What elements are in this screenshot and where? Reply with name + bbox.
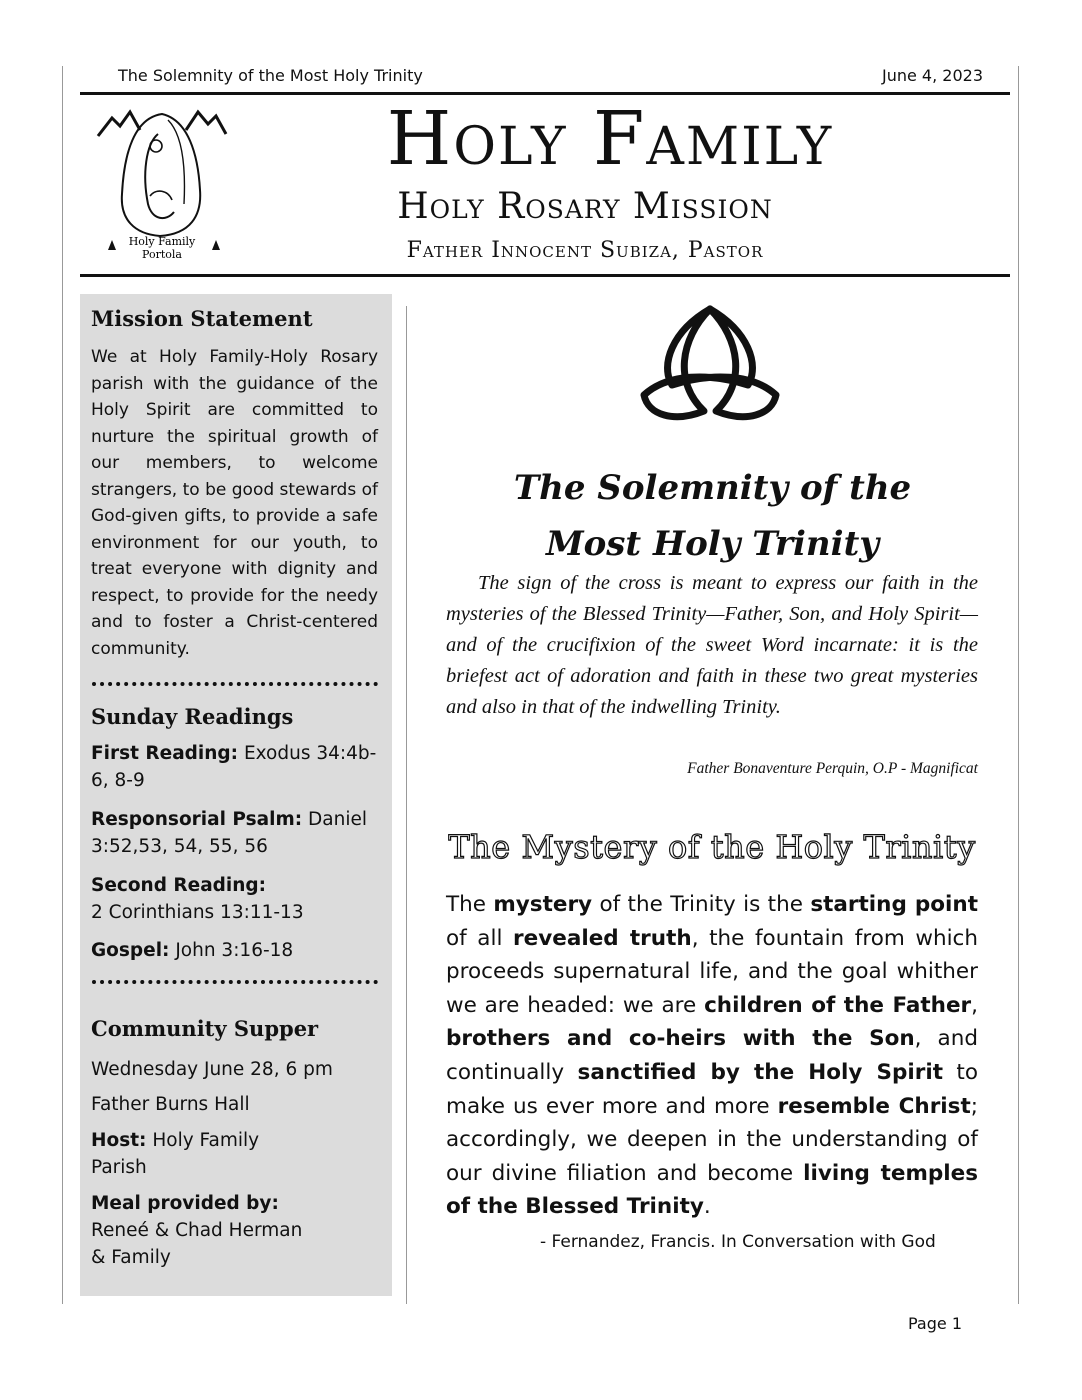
newsletter-title: Holy Family [386, 96, 834, 182]
header-rule-bottom [80, 274, 1010, 277]
sidebar-divider-1 [92, 682, 378, 686]
header-rule-top [80, 92, 1010, 95]
supper-date: Wednesday June 28, 6 pm [91, 1059, 333, 1080]
logo-text-1: Holy Family [128, 235, 196, 248]
gospel-reading [91, 937, 381, 964]
mission-text: We at Holy Family-Holy Rosary parish with the guidance of the Holy Spirit are committed to nurture the spiritual growth of our members, to welcome strangers, to be good stewards of God-given gifts, to provide a safe environment for our youth, to treat everyone with dignity and respect, to provide for the needy and to foster a Christ-centered community. [91, 347, 378, 659]
running-header-title: The Solemnity of the Most Holy Trinity [118, 66, 423, 85]
meal-value: Reneé & Chad Herman & Family [91, 1220, 303, 1268]
responsorial-psalm [91, 806, 381, 860]
feature-title-line2: Most Holy Trinity [545, 524, 880, 564]
column-divider [406, 306, 407, 1304]
meal-label: Meal provided by: [91, 1193, 279, 1214]
body-attribution: - Fernandez, Francis. In Conversation with God [540, 1232, 936, 1252]
section-body: The mystery of the Trinity is the starting point of all revealed truth, the fountain from which proceeds supernatural life, and the goal whither we are headed: we are children of the Father, brothers and co-heirs with the Son, and continually sanctified by the Holy Spirit to make us ever more and more resemble Christ; accordingly, we deepen in the understanding of our divine filiation and become living temples of the Blessed Trinity. [446, 892, 979, 1220]
gospel-value: John 3:16-18 [175, 940, 294, 961]
first-reading-label: First Reading: [91, 743, 239, 764]
running-header-date: June 4, 2023 [882, 66, 983, 85]
feature-title [440, 460, 985, 572]
supper-place: Father Burns Hall [91, 1094, 250, 1115]
sidebar-divider-2 [92, 980, 378, 984]
pastor-name: Father Innocent Subiza, Pastor [406, 238, 764, 263]
second-reading [91, 872, 381, 926]
page-number: Page 1 [908, 1314, 962, 1333]
feature-quote-text: The sign of the cross is meant to express our faith in the mysteries of the Blessed Trinity—Father, Son, and Holy Spirit—and of the crucifixion of the sweet Word incarnate: it is the briefest act of adoration and faith in these two great mysteries and also in that of the indwelling Trinity. [446, 572, 978, 718]
host-value: Holy Family Parish [91, 1130, 260, 1178]
parish-logo [94, 104, 230, 264]
psalm-value: Daniel 3:52,53, 54, 55, 56 [91, 809, 367, 857]
feature-quote [446, 568, 978, 723]
feature-title-line1: The Solemnity of the [513, 468, 912, 508]
newsletter-subtitle: Holy Rosary Mission [397, 186, 773, 227]
left-margin-line [62, 66, 63, 1304]
gospel-label: Gospel: [91, 940, 170, 961]
psalm-label: Responsorial Psalm: [91, 809, 303, 830]
first-reading [91, 740, 381, 794]
first-reading-value: Exodus 34:4b-6, 8-9 [91, 743, 377, 791]
right-margin-line [1018, 66, 1019, 1304]
readings-heading: Sunday Readings [91, 704, 294, 729]
second-reading-label: Second Reading: [91, 875, 267, 896]
mission-heading: Mission Statement [91, 306, 313, 331]
supper-host [91, 1127, 271, 1181]
quote-attribution: Father Bonaventure Perquin, O.P - Magnificat [687, 760, 978, 777]
supper-heading: Community Supper [91, 1016, 319, 1041]
trinity-knot-icon [640, 303, 780, 429]
second-reading-value: 2 Corinthians 13:11-13 [91, 902, 304, 923]
logo-text-2: Portola [142, 248, 182, 261]
supper-meal [91, 1190, 321, 1271]
sidebar [80, 294, 392, 1296]
host-label: Host: [91, 1130, 147, 1151]
section-heading: The Mystery of the Holy Trinity [448, 828, 976, 866]
